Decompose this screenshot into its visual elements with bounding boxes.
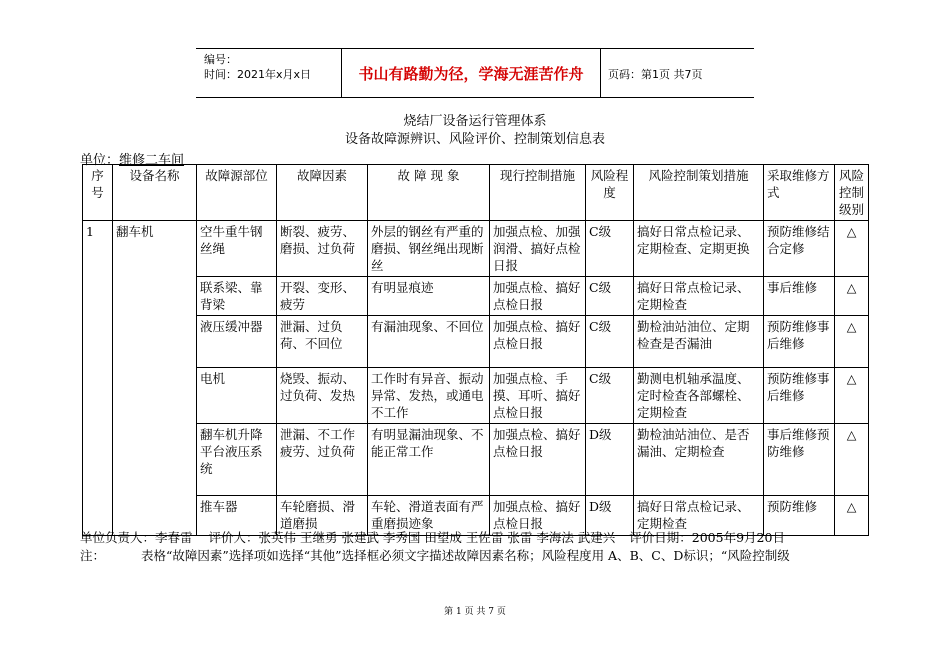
phenomenon-cell: 有明显痕迹: [368, 277, 490, 316]
col-header: 风险控制策划措施: [634, 165, 764, 221]
col-header: 采取维修方式: [764, 165, 835, 221]
table-row: [83, 221, 869, 277]
table-row: [83, 277, 869, 316]
col-header: 设备名称: [113, 165, 197, 221]
risk-cell: C级: [586, 316, 634, 368]
factor-cell: 泄漏、过负荷、不回位: [277, 316, 368, 368]
level-cell: △: [835, 316, 869, 368]
method-cell: 预防维修结合定修: [764, 221, 835, 277]
col-header: 故 障 现 象: [368, 165, 490, 221]
control-cell: 加强点检、搞好点检日报: [490, 424, 586, 496]
part-cell: 推车器: [197, 496, 277, 536]
phenomenon-cell: 有漏油现象、不回位: [368, 316, 490, 368]
evaluation-date: 评价日期：2005年9月20日: [629, 530, 785, 545]
risk-cell: C级: [586, 221, 634, 277]
plan-cell: 搞好日常点检记录、定期检查: [634, 496, 764, 536]
level-cell: △: [835, 496, 869, 536]
table-row: [83, 424, 869, 496]
footer-note: [80, 546, 790, 564]
risk-cell: D级: [586, 424, 634, 496]
part-cell: 翻车机升降平台液压系统: [197, 424, 277, 496]
factor-cell: 车轮磨损、滑道磨损: [277, 496, 368, 536]
unit-value: 维修二车间: [119, 153, 185, 168]
factor-cell: 烧毁、振动、过负荷、发热: [277, 368, 368, 424]
seq-cell: 1: [83, 221, 113, 536]
col-header: 现行控制措施: [490, 165, 586, 221]
document-subtitle: 设备故障源辨识、风险评价、控制策划信息表: [344, 132, 605, 147]
col-header: 序号: [83, 165, 113, 221]
plan-cell: 勤检油站油位、定期检查是否漏油: [634, 316, 764, 368]
equipment-cell: 翻车机: [113, 221, 197, 536]
risk-cell: C级: [586, 368, 634, 424]
risk-cell: D级: [586, 496, 634, 536]
method-cell: 事后维修: [764, 277, 835, 316]
method-cell: 预防维修事后维修: [764, 368, 835, 424]
document-title: 烧结厂设备运行管理体系: [403, 114, 547, 129]
unit-label: 单位：: [80, 153, 120, 168]
note-text: 表格“故障因素”选择项如选择“其他”选择框必须文字描述故障因素名称；风险程度用 A、B、C、D标识；“风险控制级: [141, 548, 790, 563]
control-cell: 加强点检、加强润滑、搞好点检日报: [490, 221, 586, 277]
control-cell: 加强点检、搞好点检日报: [490, 496, 586, 536]
control-cell: 加强点检、搞好点检日报: [490, 277, 586, 316]
plan-cell: 搞好日常点检记录、定期检查: [634, 277, 764, 316]
level-cell: △: [835, 424, 869, 496]
plan-cell: 勤测电机轴承温度、定时检查各部螺栓、定期检查: [634, 368, 764, 424]
factor-cell: 断裂、疲劳、磨损、过负荷: [277, 221, 368, 277]
phenomenon-cell: 外层的钢丝有严重的磨损、钢丝绳出现断丝: [368, 221, 490, 277]
footer-signatures: [80, 528, 785, 546]
phenomenon-cell: 工作时有异音、振动异常、发热，或通电不工作: [368, 368, 490, 424]
responsible-person: 单位负责人：李春雷: [80, 530, 193, 545]
col-header: 故障因素: [277, 165, 368, 221]
control-cell: 加强点检、搞好点检日报: [490, 316, 586, 368]
col-header: 故障源部位: [197, 165, 277, 221]
method-cell: 预防维修: [764, 496, 835, 536]
header-page-label: 页码：第1页 共7页: [608, 68, 703, 81]
plan-cell: 勤检油站油位、是否漏油、定期检查: [634, 424, 764, 496]
page-number: 第 1 页 共 7 页: [444, 607, 506, 617]
plan-cell: 搞好日常点检记录、定期检查、定期更换: [634, 221, 764, 277]
document-header: [196, 48, 754, 98]
part-cell: 联系梁、靠背梁: [197, 277, 277, 316]
time-label: 时间：2021年x月x日: [204, 68, 312, 81]
part-cell: 电机: [197, 368, 277, 424]
col-header: 风险控制级别: [835, 165, 869, 221]
col-header: 风险程度: [586, 165, 634, 221]
method-cell: 事后维修预防维修: [764, 424, 835, 496]
evaluators: 评价人：张英伟 王继勇 张建武 李秀国 田望成 王佐雷 张雷 李海法 武建兴: [208, 530, 616, 545]
control-cell: 加强点检、手摸、耳听、搞好点检日报: [490, 368, 586, 424]
phenomenon-cell: 有明显漏油现象、不能正常工作: [368, 424, 490, 496]
part-cell: 空牛重牛钢丝绳: [197, 221, 277, 277]
risk-cell: C级: [586, 277, 634, 316]
part-cell: 液压缓冲器: [197, 316, 277, 368]
phenomenon-cell: 车轮、滑道表面有严重磨损迹象: [368, 496, 490, 536]
risk-table: [82, 164, 869, 536]
code-label: 编号：: [204, 53, 237, 66]
header-meta: [204, 52, 311, 82]
level-cell: △: [835, 221, 869, 277]
method-cell: 预防维修事后维修: [764, 316, 835, 368]
table-header-row: [83, 165, 869, 221]
factor-cell: 泄漏、不工作疲劳、过负荷: [277, 424, 368, 496]
motto: 书山有路勤为径，学海无涯苦作舟: [341, 49, 601, 97]
table-row: [83, 368, 869, 424]
level-cell: △: [835, 277, 869, 316]
factor-cell: 开裂、变形、疲劳: [277, 277, 368, 316]
note-label: 注：: [80, 548, 106, 563]
level-cell: △: [835, 368, 869, 424]
table-row: [83, 316, 869, 368]
